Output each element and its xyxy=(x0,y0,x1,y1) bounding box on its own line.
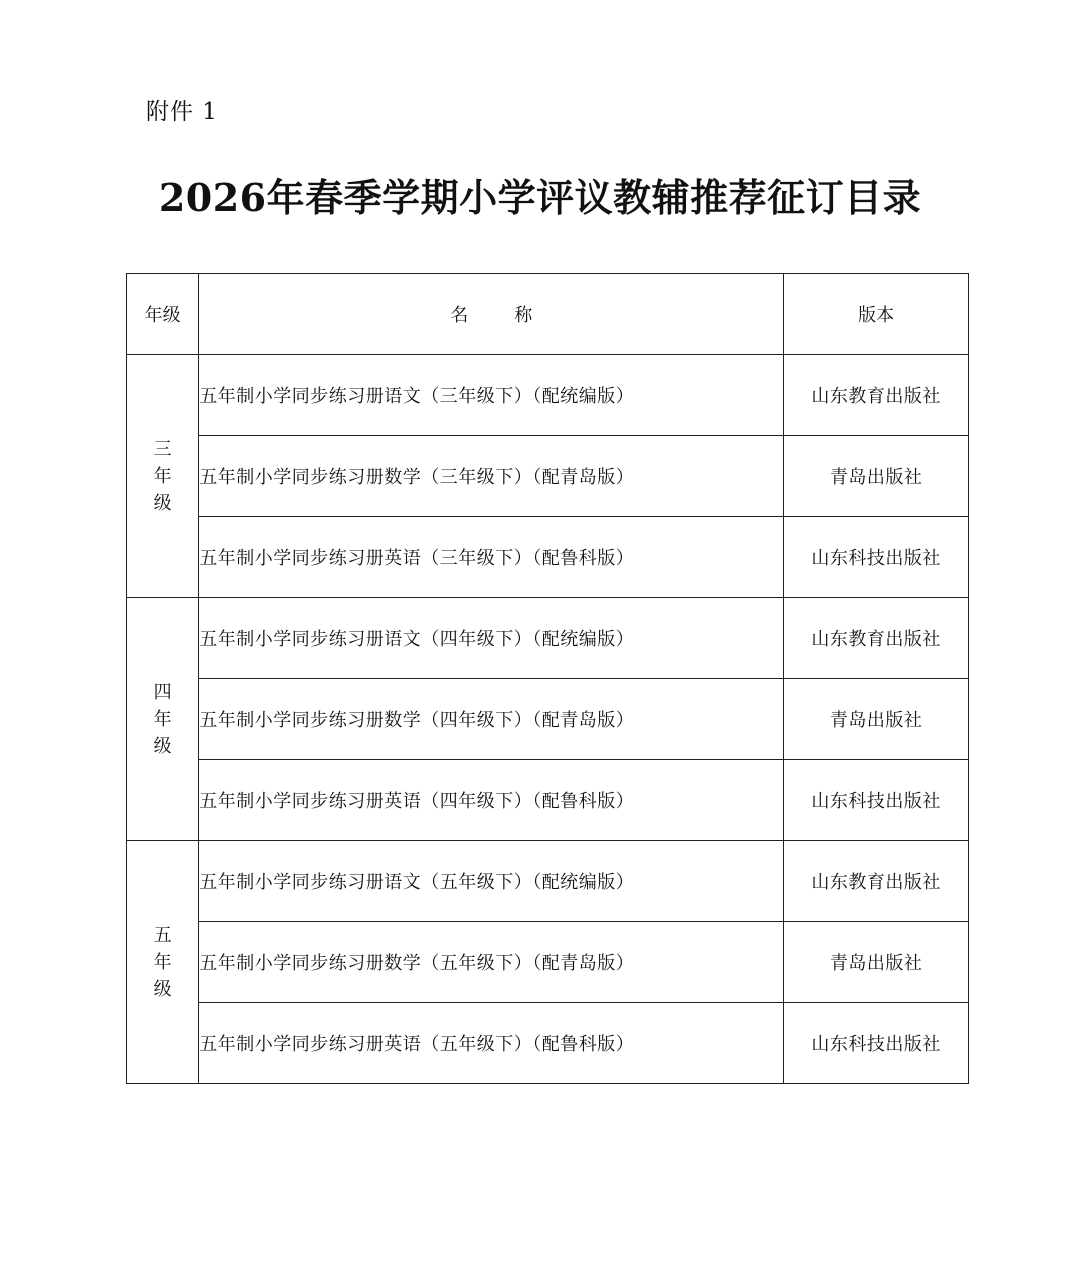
document-title: 2026年春季学期小学评议教辅推荐征订目录 xyxy=(158,175,922,220)
header-publisher: 版本 xyxy=(784,274,969,355)
grade-cell-5 xyxy=(127,841,199,1084)
book-name: 五年制小学同步练习册英语（五年级下）（配鲁科版） xyxy=(199,1003,784,1084)
grade-label: 四年级 xyxy=(153,681,172,757)
table-row xyxy=(127,436,969,517)
book-name: 五年制小学同步练习册英语（四年级下）（配鲁科版） xyxy=(199,760,784,841)
header-name xyxy=(199,274,784,355)
book-name: 五年制小学同步练习册语文（三年级下）（配统编版） xyxy=(199,355,784,436)
header-grade: 年级 xyxy=(127,274,199,355)
publisher-name: 山东教育出版社 xyxy=(784,355,969,436)
grade-cell-4 xyxy=(127,598,199,841)
table-row xyxy=(127,841,969,922)
grade-cell-3 xyxy=(127,355,199,598)
table-row xyxy=(127,1003,969,1084)
publisher-name: 山东教育出版社 xyxy=(784,841,969,922)
grade-label: 五年级 xyxy=(153,924,172,1000)
attachment-label: 附件 1 xyxy=(146,99,218,125)
book-name: 五年制小学同步练习册语文（五年级下）（配统编版） xyxy=(199,841,784,922)
header-name-label: 名称 xyxy=(450,305,579,326)
table-row xyxy=(127,517,969,598)
table-row xyxy=(127,355,969,436)
table-row xyxy=(127,922,969,1003)
table-row xyxy=(127,598,969,679)
book-name: 五年制小学同步练习册语文（四年级下）（配统编版） xyxy=(199,598,784,679)
grade-label: 三年级 xyxy=(153,438,172,514)
publisher-name: 山东科技出版社 xyxy=(784,1003,969,1084)
publisher-name: 青岛出版社 xyxy=(784,922,969,1003)
table-header-row xyxy=(127,274,969,355)
publisher-name: 青岛出版社 xyxy=(784,436,969,517)
publisher-name: 山东科技出版社 xyxy=(784,517,969,598)
publisher-name: 山东科技出版社 xyxy=(784,760,969,841)
table-row xyxy=(127,679,969,760)
book-name: 五年制小学同步练习册英语（三年级下）（配鲁科版） xyxy=(199,517,784,598)
book-name: 五年制小学同步练习册数学（五年级下）（配青岛版） xyxy=(199,922,784,1003)
table-row xyxy=(127,760,969,841)
catalog-table xyxy=(126,273,969,1084)
book-name: 五年制小学同步练习册数学（四年级下）（配青岛版） xyxy=(199,679,784,760)
book-name: 五年制小学同步练习册数学（三年级下）（配青岛版） xyxy=(199,436,784,517)
publisher-name: 青岛出版社 xyxy=(784,679,969,760)
publisher-name: 山东教育出版社 xyxy=(784,598,969,679)
